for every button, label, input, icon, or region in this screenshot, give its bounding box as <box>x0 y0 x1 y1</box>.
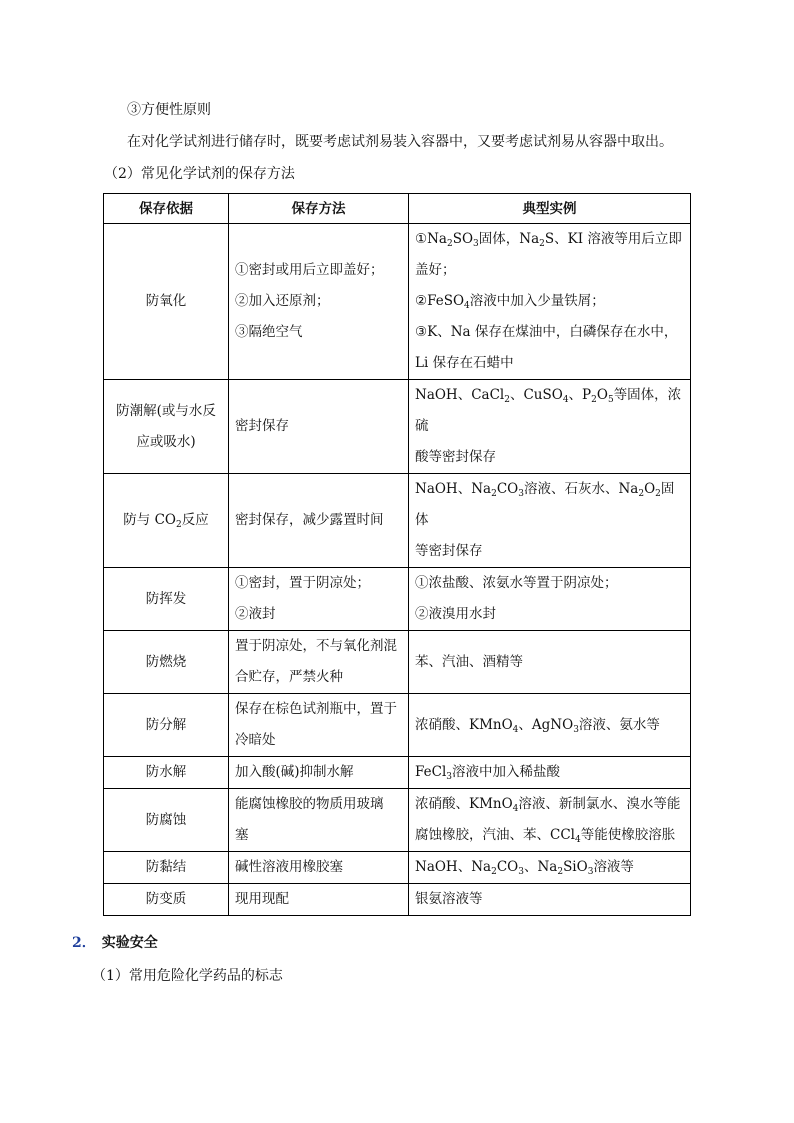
cell-line: ①密封，置于阴凉处； <box>235 575 370 591</box>
cell-example <box>409 852 691 884</box>
cell-basis <box>104 789 229 852</box>
cell-line: 等密封保存 <box>415 543 483 559</box>
cell-line: 防燃烧 <box>145 653 187 670</box>
cell-line: 密封保存，减少露置时间 <box>235 512 384 528</box>
cell-example <box>409 631 691 694</box>
cell-method <box>229 631 409 694</box>
cell-line: 能腐蚀橡胶的物质用玻璃 <box>235 796 384 812</box>
cell-method <box>229 757 409 789</box>
cell-line: 碱性溶液用橡胶塞 <box>235 859 343 875</box>
cell-line: ②FeSO$_4$溶液中加入少量铁屑； <box>415 293 605 311</box>
cell-basis <box>104 852 229 884</box>
cell-line: NaOH、CaCl$_2$、CuSO$_4$、$P_2O_5$等固体，浓硫 <box>415 387 682 434</box>
cell-line: 置于阴凉处，不与氧化剂混 <box>235 638 397 654</box>
cell-example <box>409 568 691 631</box>
cell-method <box>229 789 409 852</box>
cell-line: 合贮存，严禁火种 <box>235 669 343 685</box>
cell-example <box>409 789 691 852</box>
cell-line: 苯、汽油、酒精等 <box>415 653 523 670</box>
cell-line: 塞 <box>235 827 249 843</box>
table-row <box>104 631 691 694</box>
cell-line: 银氨溶液等 <box>415 891 483 907</box>
cell-line: ②液封 <box>235 606 276 622</box>
table-row <box>104 789 691 852</box>
cell-method <box>229 852 409 884</box>
cell-method <box>229 224 409 380</box>
table-row <box>104 380 691 474</box>
cell-example <box>409 694 691 757</box>
cell-basis <box>104 474 229 568</box>
cell-line: 防分解 <box>145 716 187 733</box>
table-row <box>104 568 691 631</box>
table-row <box>104 694 691 757</box>
cell-example <box>409 757 691 789</box>
header-example: 典型实例 <box>409 194 691 224</box>
cell-line: 防变质 <box>145 891 187 907</box>
cell-line: 浓硝酸、KMnO$_4$溶液、新制氯水、溴水等能 <box>415 796 681 814</box>
cell-line: 防黏结 <box>145 859 187 875</box>
cell-line: 防水解 <box>145 764 187 780</box>
section-heading <box>72 933 158 953</box>
cell-method <box>229 884 409 916</box>
cell-line: 防与 $CO_2$反应 <box>123 512 209 530</box>
cell-example <box>409 380 691 474</box>
cell-method <box>229 694 409 757</box>
cell-basis <box>104 380 229 474</box>
cell-line: 浓硝酸、KMnO$_4$、AgNO$_3$溶液、氨水等 <box>415 716 660 735</box>
cell-line: 酸等密封保存 <box>415 449 496 465</box>
cell-basis <box>104 694 229 757</box>
cell-basis <box>104 224 229 380</box>
principle-convenience: ③方便性原则 <box>127 102 211 118</box>
header-basis: 保存依据 <box>104 194 229 224</box>
principle-description: 在对化学试剂进行储存时，既要考虑试剂易装入容器中，又要考虑试剂易从容器中取出。 <box>127 134 673 150</box>
cell-basis <box>104 757 229 789</box>
cell-line: 现用现配 <box>235 891 289 907</box>
cell-line: 防潮解(或与水反 <box>116 402 216 419</box>
cell-line: ③K、Na 保存在煤油中，白磷保存在水中， <box>415 324 678 340</box>
header-method: 保存方法 <box>229 194 409 224</box>
subsection-title: （2）常见化学试剂的保存方法 <box>104 166 295 182</box>
table-row <box>104 757 691 789</box>
cell-line: ③隔绝空气 <box>235 324 303 340</box>
cell-line: ②加入还原剂； <box>235 293 330 309</box>
cell-line: 保存在棕色试剂瓶中，置于 <box>235 701 397 717</box>
cell-method <box>229 474 409 568</box>
cell-basis <box>104 884 229 916</box>
cell-line: NaOH、$Na_2CO_3$、$Na_2SiO_3$溶液等 <box>415 859 634 877</box>
cell-line: FeCl$_3$溶液中加入稀盐酸 <box>415 764 560 782</box>
cell-example <box>409 224 691 380</box>
storage-methods-table <box>103 193 691 916</box>
cell-line: 防挥发 <box>145 590 187 607</box>
section-number: 2． <box>72 935 96 951</box>
cell-line: Li 保存在石蜡中 <box>415 355 514 371</box>
table-header-row <box>104 194 691 224</box>
cell-line: 防氧化 <box>145 293 187 309</box>
cell-method <box>229 568 409 631</box>
cell-line: NaOH、$Na_2CO_3$溶液、石灰水、$Na_2O_2$固体 <box>415 481 675 528</box>
cell-line: 冷暗处 <box>235 732 276 748</box>
cell-line: ①密封或用后立即盖好； <box>235 262 384 278</box>
section-subtitle: （1）常用危险化学药品的标志 <box>92 968 283 984</box>
table-row <box>104 852 691 884</box>
cell-line: 盖好； <box>415 262 456 278</box>
cell-line: 腐蚀橡胶，汽油、苯、CCl$_4$等能使橡胶溶胀 <box>415 827 676 845</box>
cell-line: 防腐蚀 <box>145 811 187 828</box>
cell-line: $①Na_2SO_3$固体，$Na_2S$、KI 溶液等用后立即 <box>415 231 682 249</box>
table-row <box>104 224 691 380</box>
section-title: 实验安全 <box>101 935 158 951</box>
cell-line: ①浓盐酸、浓氨水等置于阴凉处； <box>415 575 618 591</box>
cell-example <box>409 474 691 568</box>
cell-example <box>409 884 691 916</box>
cell-line: 加入酸(碱)抑制水解 <box>235 764 354 780</box>
cell-basis <box>104 568 229 631</box>
table-row <box>104 474 691 568</box>
cell-basis <box>104 631 229 694</box>
cell-line: 密封保存 <box>235 418 289 434</box>
cell-method <box>229 380 409 474</box>
cell-line: 应或吸水) <box>136 433 196 450</box>
cell-line: ②液溴用水封 <box>415 606 496 622</box>
table-row <box>104 884 691 916</box>
